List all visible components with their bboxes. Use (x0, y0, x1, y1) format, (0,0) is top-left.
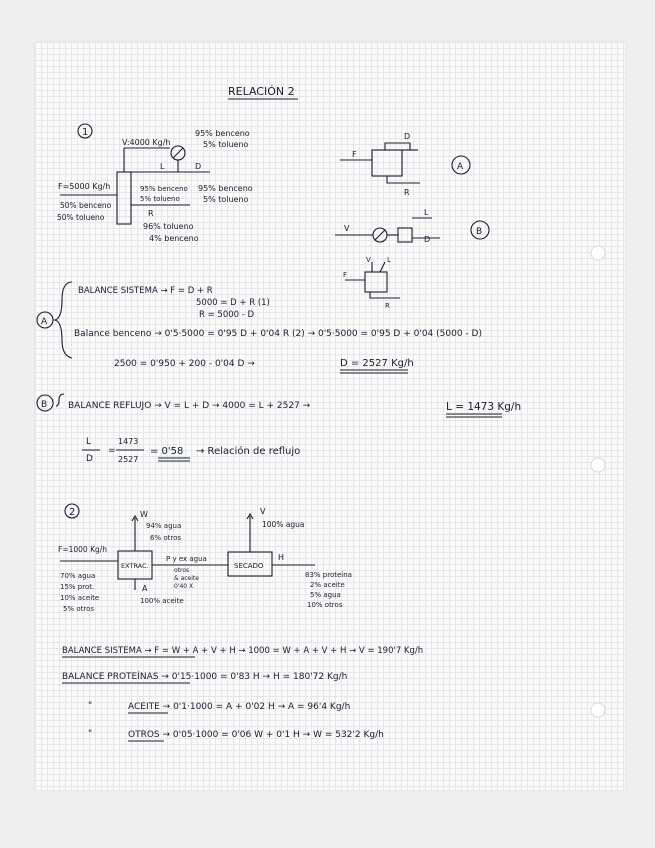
svg-text:6% otros: 6% otros (150, 534, 182, 542)
reflux-ratio-value: = 0'58 (150, 446, 184, 457)
svg-text:SECADO: SECADO (234, 562, 264, 570)
svg-text:100% agua: 100% agua (262, 520, 305, 529)
svg-text:F: F (352, 150, 357, 159)
svg-text:2527: 2527 (118, 455, 139, 464)
exercise-1-number: 1 (82, 127, 89, 138)
svg-text:0'40 X: 0'40 X (174, 583, 194, 590)
svg-text:V: V (260, 507, 266, 516)
feed-stream-label: F=1000 Kg/h (58, 545, 108, 554)
svg-text:": " (88, 729, 93, 739)
svg-text:D: D (424, 235, 431, 244)
d-composition: 5% tolueno (203, 195, 249, 204)
diagram-a-label: A (457, 162, 464, 172)
svg-text:=: = (108, 446, 116, 456)
l-composition: 95% benceno (140, 185, 188, 193)
svg-text:W: W (140, 510, 148, 519)
part-a-label: A (41, 317, 48, 327)
balance-sistema-line: BALANCE SISTEMA → F = W + A + V + H → 1000 = W + A + V + H → V = 190'7 Kg/h (62, 646, 424, 656)
r-label: R (148, 209, 154, 218)
v-composition: 95% benceno (195, 129, 250, 138)
feed-stream-label: F=5000 Kg/h (58, 182, 111, 191)
svg-text:10% otros: 10% otros (307, 601, 343, 609)
svg-text:L: L (387, 256, 391, 264)
svg-text:5% agua: 5% agua (310, 591, 341, 599)
part-b-label: B (41, 400, 48, 410)
svg-text:1473: 1473 (118, 437, 139, 446)
balance-sistema-line: BALANCE SISTEMA → F = D + R (78, 286, 213, 296)
svg-text:10% aceite: 10% aceite (60, 594, 100, 602)
balance-proteinas-line: BALANCE PROTEÍNAS → 0'15·1000 = 0'83 H → H = 180'72 Kg/h (62, 672, 348, 682)
r-composition: 96% tolueno (143, 222, 194, 231)
svg-text:2500 = 0'950 + 200 - 0'04 D →: 2500 = 0'950 + 200 - 0'04 D → (114, 359, 255, 369)
v-stream-label: V:4000 Kg/h (122, 138, 171, 147)
svg-text:D: D (86, 454, 93, 464)
svg-text:": " (88, 701, 93, 711)
distillation-column (117, 172, 131, 224)
exercise-2-number: 2 (69, 507, 76, 518)
svg-text:P y ex agua: P y ex agua (166, 555, 207, 563)
svg-text:15% prot.: 15% prot. (60, 583, 95, 591)
balance-otros-line: OTROS → 0'05·1000 = 0'06 W + 0'1 H → W = 532'2 Kg/h (128, 730, 384, 740)
balance-reflujo-line: BALANCE REFLUJO → V = L + D → 4000 = L + 2527 → (68, 401, 311, 411)
svg-text:L: L (86, 437, 92, 447)
svg-text:83% proteína: 83% proteína (305, 571, 352, 579)
page-title: RELACIÓN 2 (228, 85, 295, 98)
d-composition: 95% benceno (198, 184, 253, 193)
reflux-ratio-text: → Relación de reflujo (196, 446, 301, 457)
svg-text:94% agua: 94% agua (146, 522, 182, 530)
svg-text:100% aceite: 100% aceite (140, 597, 184, 605)
feed-composition: 50% benceno (60, 201, 112, 210)
svg-text:V: V (366, 256, 371, 264)
binder-hole (591, 246, 605, 260)
r-composition: 4% benceno (149, 234, 199, 243)
feed-composition: 50% tolueno (57, 213, 105, 222)
l-label: L (160, 162, 165, 171)
diagram-b-label: B (476, 227, 483, 237)
binder-hole (591, 458, 605, 472)
svg-text:R = 5000 - D: R = 5000 - D (199, 310, 255, 320)
svg-text:R: R (404, 188, 410, 197)
svg-text:R: R (385, 302, 390, 310)
svg-text:5000 = D + R (1): 5000 = D + R (1) (196, 298, 270, 308)
svg-text:H: H (278, 553, 285, 562)
svg-text:A: A (142, 584, 148, 593)
svg-text:& aceite: & aceite (174, 575, 199, 582)
svg-text:otros: otros (174, 567, 190, 574)
svg-text:5% otros: 5% otros (63, 605, 95, 613)
l-composition: 5% tolueno (140, 195, 180, 203)
svg-text:EXTRAC.: EXTRAC. (121, 562, 149, 570)
v-composition: 5% tolueno (203, 140, 249, 149)
result-l: L = 1473 Kg/h (446, 401, 522, 413)
binder-hole (591, 703, 605, 717)
result-d: D = 2527 Kg/h (340, 358, 414, 369)
svg-text:V: V (344, 224, 350, 233)
balance-benceno-line: Balance benceno → 0'5·5000 = 0'95 D + 0'04 R (2) → 0'5·5000 = 0'95 D + 0'04 (5000 - D) (74, 329, 482, 339)
svg-text:70% agua: 70% agua (60, 572, 96, 580)
svg-text:F: F (343, 271, 348, 279)
d-label: D (195, 162, 202, 171)
svg-text:L: L (424, 208, 429, 217)
balance-aceite-line: ACEITE → 0'1·1000 = A + 0'02 H → A = 96'4 Kg/h (128, 702, 351, 712)
svg-text:2% aceite: 2% aceite (310, 581, 345, 589)
svg-text:D: D (404, 132, 411, 141)
